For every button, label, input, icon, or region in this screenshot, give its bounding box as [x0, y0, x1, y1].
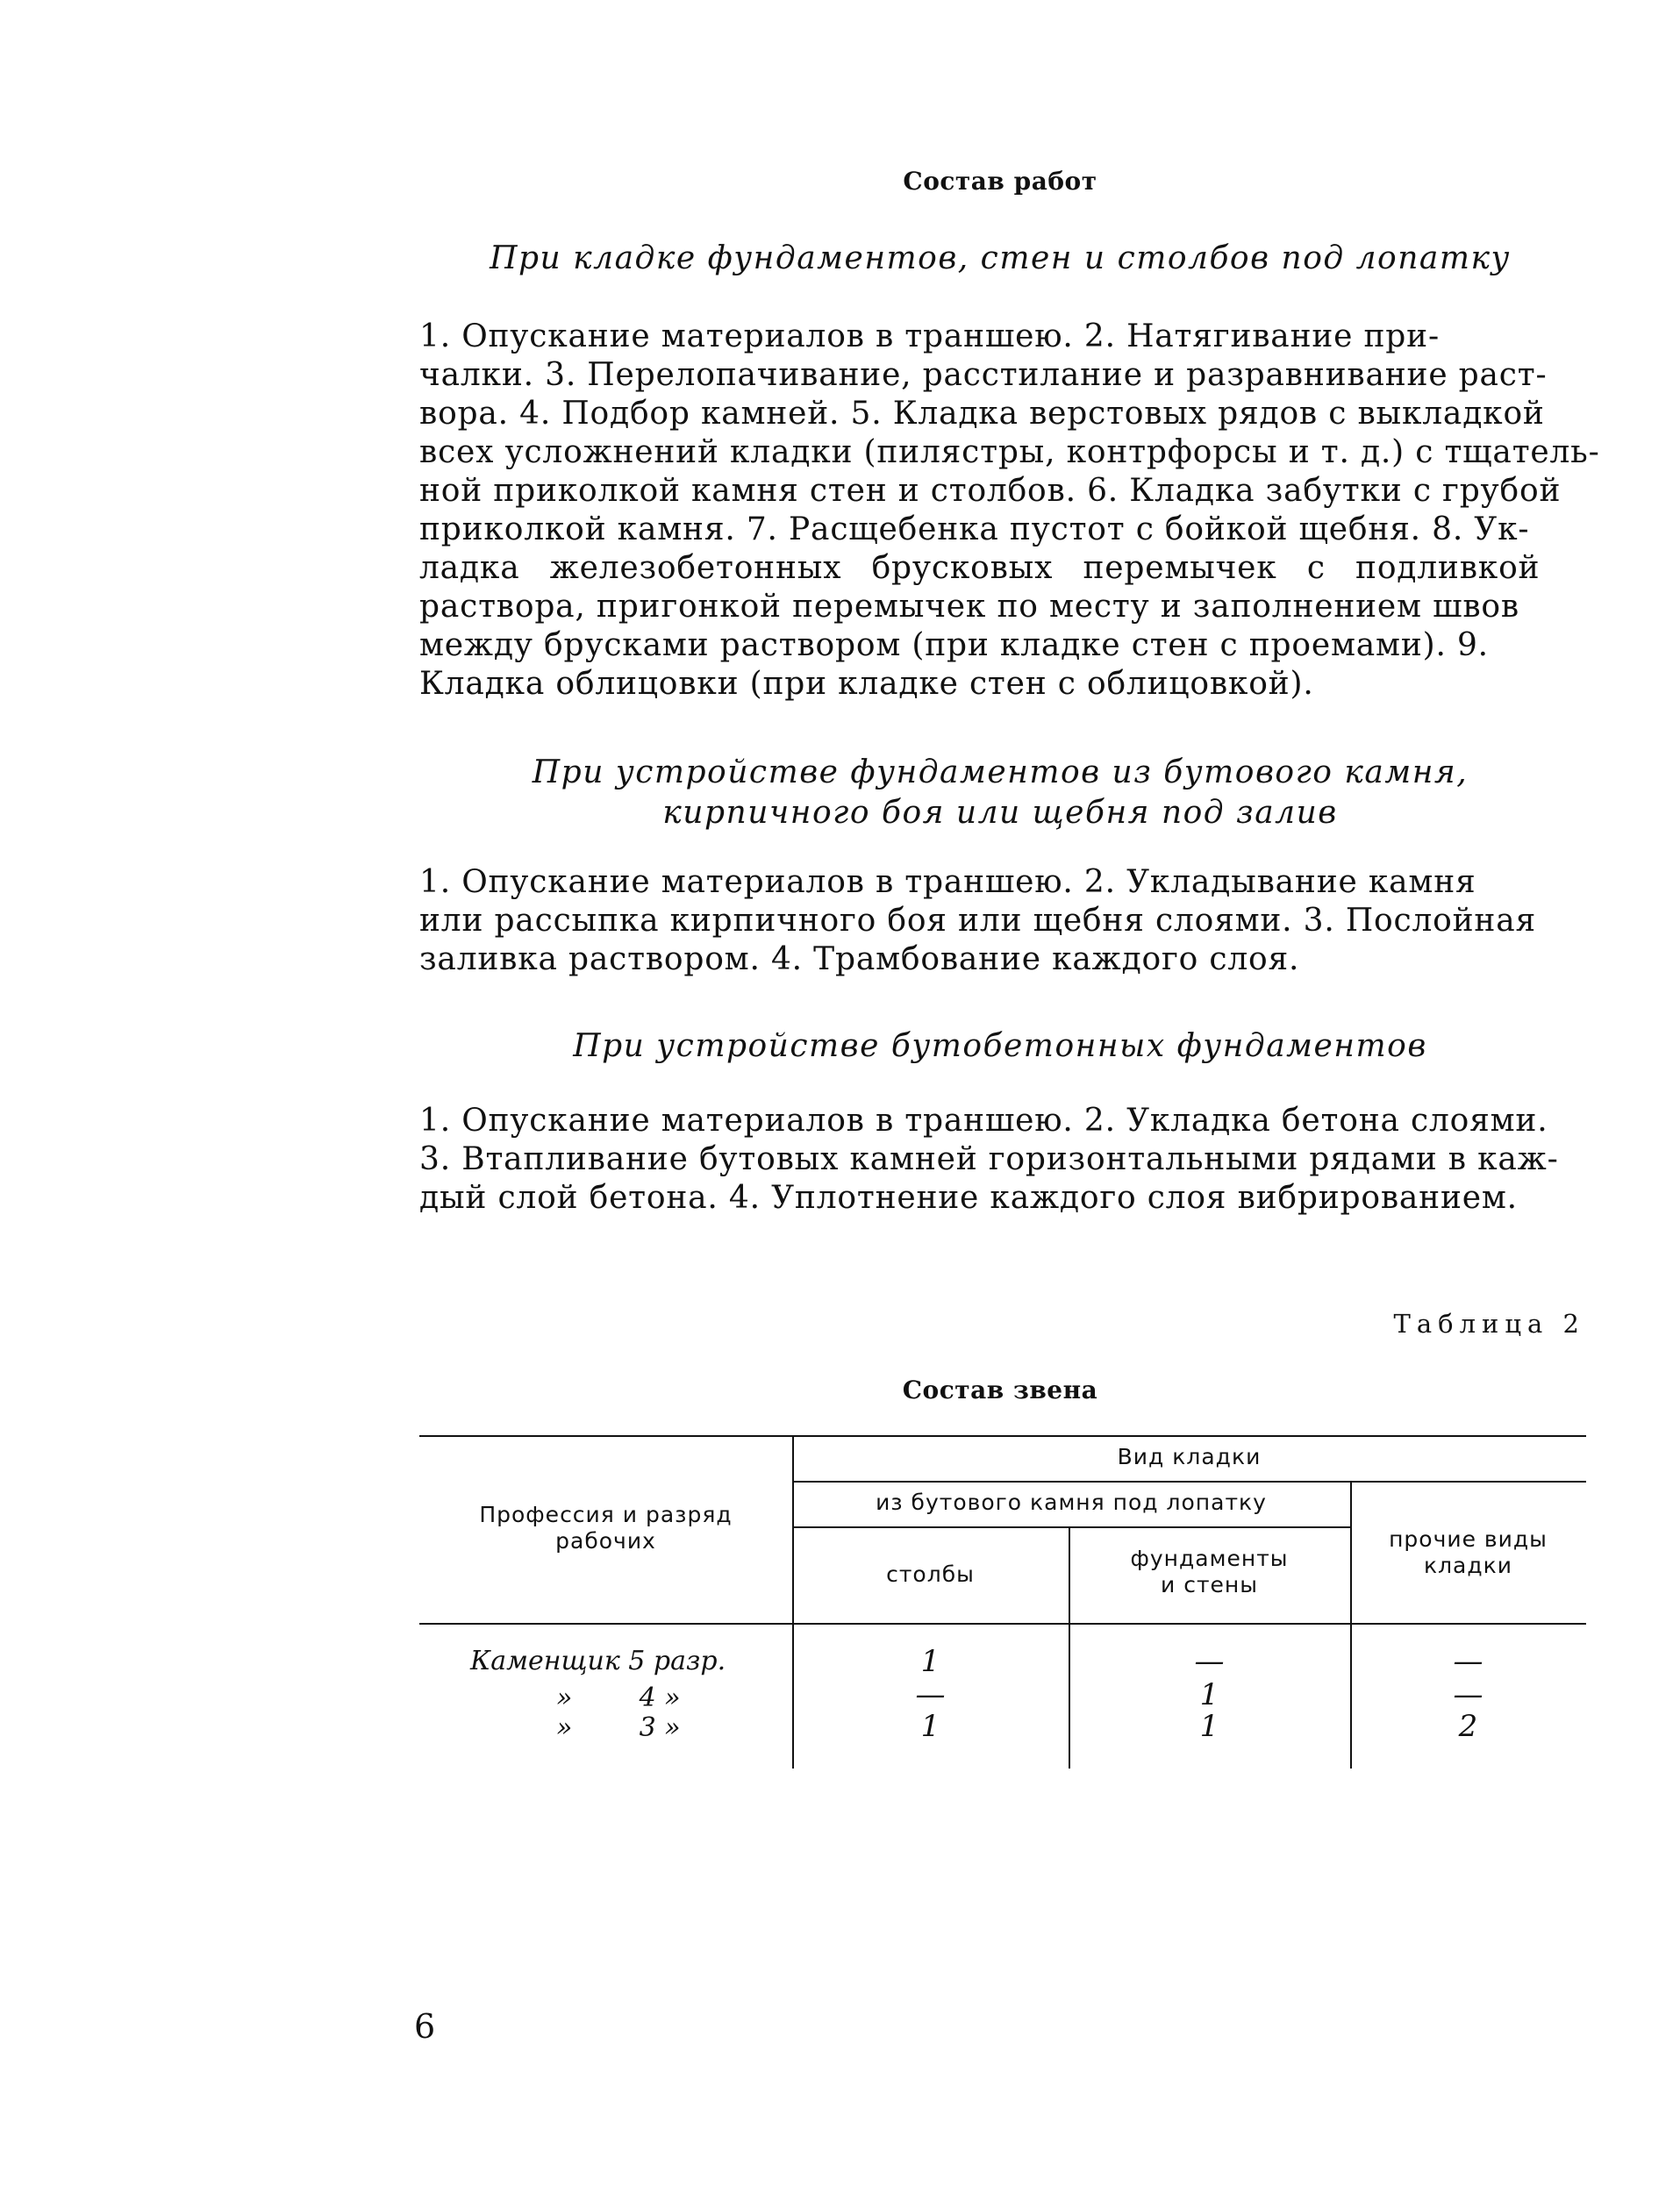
- subtitle-block2-line2: кирпичного боя или щебня под залив: [662, 795, 1338, 831]
- text-line: 1. Опускание материалов в траншею. 2. Укладывание камня: [419, 864, 1476, 900]
- cell-value: —: [1194, 1644, 1225, 1679]
- header-profession-line1: Профессия и разряд: [479, 1502, 733, 1527]
- subtitle-block1: При кладке фундаментов, стен и столбов под лопатку: [490, 240, 1511, 276]
- text-line: ной приколкой камня стен и столбов. 6. Кладка забутки с грубой: [419, 473, 1562, 509]
- paragraph-block2: [419, 863, 1586, 979]
- cell-value: 1: [920, 1709, 940, 1744]
- paragraph-block3: [419, 1102, 1586, 1218]
- header-foundations: [1069, 1546, 1350, 1598]
- header-foundations-line2: и стены: [1161, 1572, 1258, 1597]
- cell-value: —: [1453, 1677, 1483, 1712]
- section-title: Состав работ: [903, 167, 1097, 196]
- header-rubble: из бутового камня под лопатку: [876, 1490, 1267, 1515]
- header-columns: столбы: [886, 1561, 975, 1587]
- header-profession: [419, 1502, 792, 1554]
- text-line: или рассыпка кирпичного боя или щебня слоями. 3. Послойная: [419, 903, 1536, 939]
- row-label: » 3 »: [556, 1712, 681, 1743]
- cell-value: —: [1453, 1644, 1483, 1679]
- header-profession-line2: рабочих: [555, 1528, 656, 1554]
- text-line: раствора, пригонкой перемычек по месту и заполнением швов: [419, 589, 1519, 625]
- table-rule: [792, 1526, 1350, 1528]
- table-label: Таблица 2: [1393, 1309, 1585, 1339]
- header-kind: Вид кладки: [1117, 1444, 1262, 1469]
- row-label: Каменщик 5 разр.: [470, 1646, 726, 1676]
- table-title: Состав звена: [902, 1376, 1098, 1404]
- table-top-rule: [419, 1435, 1586, 1437]
- subtitle-block2-line1: При устройстве фундаментов из бутового камня,: [532, 754, 1469, 790]
- header-other-line2: кладки: [1423, 1553, 1513, 1578]
- text-line: чалки. 3. Перелопачивание, расстилание и разравнивание раст-: [419, 357, 1548, 393]
- cell-value: 2: [1458, 1709, 1478, 1744]
- paragraph-block1: [419, 318, 1600, 704]
- text-line: между брусками раствором (при кладке стен с проемами). 9.: [419, 627, 1489, 663]
- cell-value: 1: [1199, 1709, 1219, 1744]
- row-label: » 4 »: [556, 1683, 681, 1713]
- header-foundations-line1: фундаменты: [1130, 1546, 1289, 1571]
- page-number: 6: [414, 2007, 436, 2046]
- text-line: ладка железобетонных брусковых перемычек с подливкой: [419, 550, 1541, 586]
- text-line: всех усложнений кладки (пилястры, контрфорсы и т. д.) с тщатель-: [419, 434, 1600, 470]
- text-line: 1. Опускание материалов в траншею. 2. Укладка бетона слоями.: [419, 1103, 1548, 1139]
- table-header-bottom-rule: [419, 1623, 1586, 1625]
- text-line: приколкой камня. 7. Расщебенка пустот с бойкой щебня. 8. Ук-: [419, 511, 1530, 547]
- text-line: дый слой бетона. 4. Уплотнение каждого слоя вибрированием.: [419, 1180, 1518, 1216]
- cell-value: 1: [920, 1644, 940, 1679]
- crew-table: [419, 1435, 1586, 1769]
- text-line: 3. Втапливание бутовых камней горизонтальными рядами в каж-: [419, 1141, 1559, 1177]
- cell-value: —: [915, 1677, 946, 1712]
- text-line: 1. Опускание материалов в траншею. 2. Натягивание при-: [419, 318, 1440, 354]
- header-other-line1: прочие виды: [1389, 1526, 1548, 1552]
- table-rule: [792, 1481, 1586, 1483]
- cell-value: 1: [1199, 1677, 1219, 1712]
- subtitle-block3: При устройстве бутобетонных фундаментов: [573, 1028, 1427, 1064]
- text-line: вора. 4. Подбор камней. 5. Кладка верстовых рядов с выкладкой: [419, 396, 1545, 432]
- text-line: заливка раствором. 4. Трамбование каждого слоя.: [419, 941, 1300, 977]
- header-other: [1350, 1526, 1586, 1579]
- text-line: Кладка облицовки (при кладке стен с облицовкой).: [419, 666, 1314, 702]
